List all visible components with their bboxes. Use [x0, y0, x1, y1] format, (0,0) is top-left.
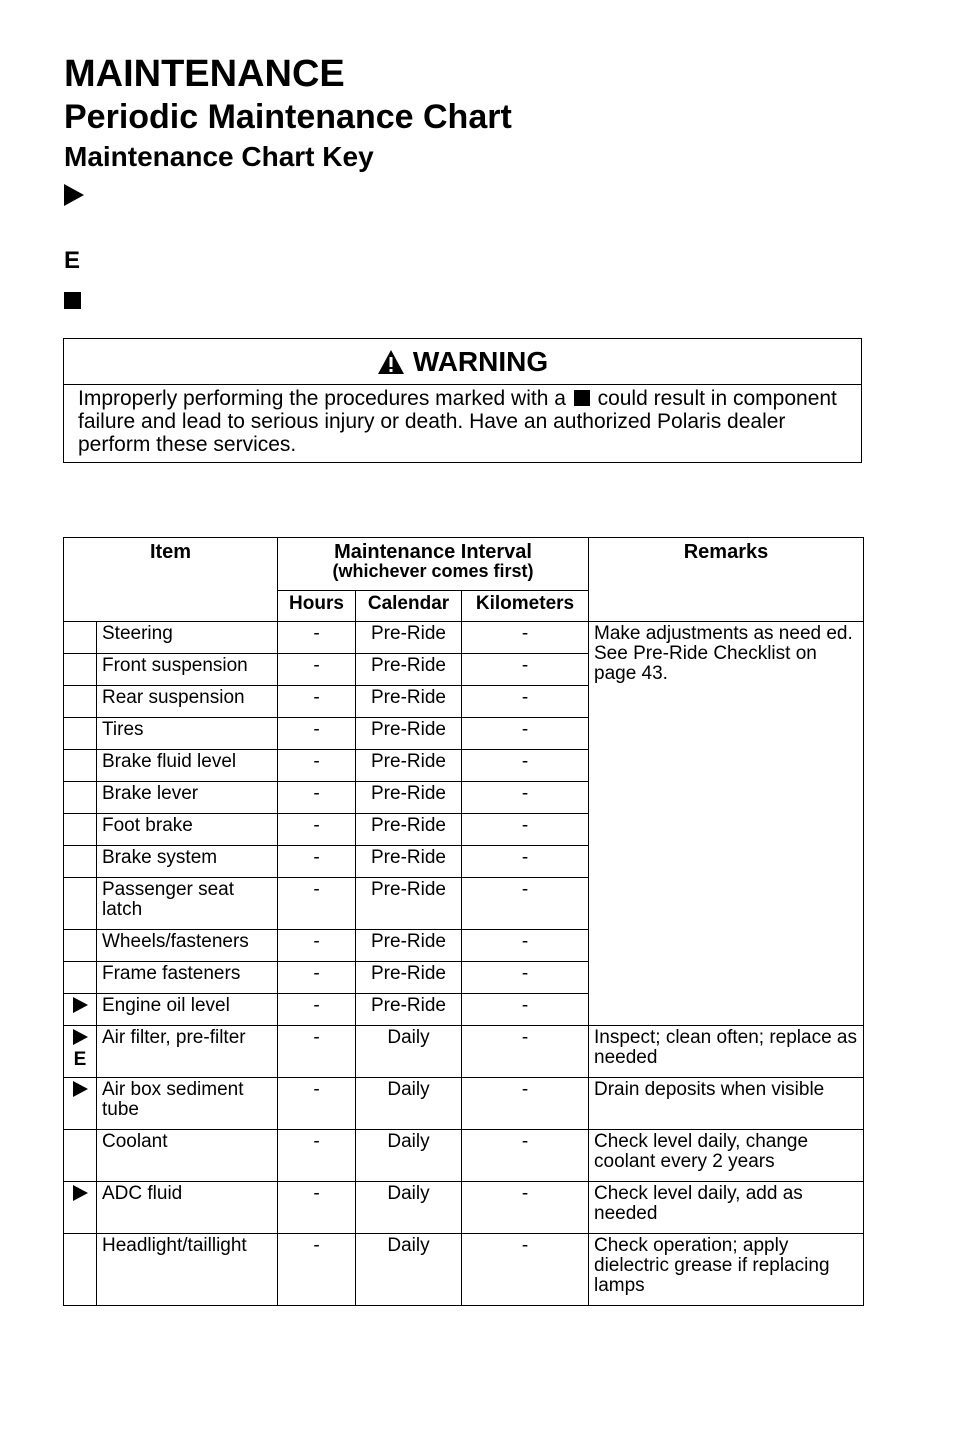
- row-symbol: [64, 718, 97, 750]
- km-value: -: [462, 1182, 589, 1234]
- calendar-value: Pre-Ride: [356, 878, 462, 930]
- km-value: -: [462, 686, 589, 718]
- calendar-value: Daily: [356, 1078, 462, 1130]
- maintenance-table: [63, 537, 864, 1306]
- key-triangle-icon: [64, 184, 84, 206]
- remarks-cell: Check operation; apply dielectric grease if replacing lamps: [589, 1234, 864, 1306]
- row-symbol: [64, 1234, 97, 1306]
- row-symbol: [64, 814, 97, 846]
- table-row: [64, 1182, 864, 1234]
- item-name: Front suspension: [97, 654, 278, 686]
- table-row: [64, 1026, 864, 1078]
- warning-text: [64, 385, 861, 456]
- hours-value: -: [278, 1182, 356, 1234]
- calendar-value: Pre-Ride: [356, 718, 462, 750]
- triangle-icon: [73, 1185, 88, 1201]
- item-name: Headlight/taillight: [97, 1234, 278, 1306]
- row-symbol: [64, 930, 97, 962]
- hours-value: -: [278, 622, 356, 654]
- calendar-value: Pre-Ride: [356, 654, 462, 686]
- km-value: -: [462, 1130, 589, 1182]
- calendar-value: Daily: [356, 1234, 462, 1306]
- km-value: -: [462, 878, 589, 930]
- item-name: Foot brake: [97, 814, 278, 846]
- row-symbol: [64, 1026, 97, 1078]
- item-name: Wheels/fasteners: [97, 930, 278, 962]
- calendar-value: Pre-Ride: [356, 782, 462, 814]
- km-value: -: [462, 782, 589, 814]
- key-e-symbol: E: [64, 247, 81, 274]
- km-value: -: [462, 1078, 589, 1130]
- row-symbol: [64, 846, 97, 878]
- table-row: [64, 1130, 864, 1182]
- remarks-cell: Drain deposits when visible: [589, 1078, 864, 1130]
- header-interval-note: (whichever comes first): [332, 561, 534, 581]
- header-item: Item: [64, 538, 278, 622]
- km-value: -: [462, 814, 589, 846]
- km-value: -: [462, 930, 589, 962]
- item-name: ADC fluid: [97, 1182, 278, 1234]
- hours-value: -: [278, 782, 356, 814]
- calendar-value: Pre-Ride: [356, 846, 462, 878]
- km-value: -: [462, 654, 589, 686]
- hours-value: -: [278, 930, 356, 962]
- hours-value: -: [278, 994, 356, 1026]
- key-square-icon: [64, 292, 81, 309]
- hours-value: -: [278, 1026, 356, 1078]
- item-name: Brake lever: [97, 782, 278, 814]
- hours-value: -: [278, 718, 356, 750]
- row-symbol: [64, 782, 97, 814]
- calendar-value: Pre-Ride: [356, 930, 462, 962]
- row-symbol: [64, 1078, 97, 1130]
- row-symbol: [64, 994, 97, 1026]
- hours-value: -: [278, 814, 356, 846]
- row-symbol: [64, 654, 97, 686]
- row-symbol: [64, 622, 97, 654]
- table-row: [64, 622, 864, 654]
- hours-value: -: [278, 1130, 356, 1182]
- header-remarks: Remarks: [589, 538, 864, 622]
- calendar-value: Pre-Ride: [356, 750, 462, 782]
- warning-text-after: could result in component failure and lead to serious injury or death. Have an authorized Polaris dealer perform these services.: [78, 387, 837, 456]
- item-name: Passenger seat latch: [97, 878, 278, 930]
- remarks-cell: Inspect; clean often; replace as needed: [589, 1026, 864, 1078]
- pre-ride-remarks: Make adjustments as need ed. See Pre-Ride Checklist on page 43.: [589, 622, 864, 1026]
- row-symbol: [64, 1130, 97, 1182]
- km-value: -: [462, 718, 589, 750]
- hours-value: -: [278, 878, 356, 930]
- e-symbol: E: [73, 1049, 87, 1070]
- calendar-value: Pre-Ride: [356, 994, 462, 1026]
- item-name: Air box sediment tube: [97, 1078, 278, 1130]
- calendar-value: Pre-Ride: [356, 686, 462, 718]
- warning-triangle-icon: [377, 349, 405, 375]
- hours-value: -: [278, 654, 356, 686]
- chart-key-heading: Maintenance Chart Key: [64, 141, 374, 172]
- km-value: -: [462, 1026, 589, 1078]
- km-value: -: [462, 750, 589, 782]
- hours-value: -: [278, 750, 356, 782]
- km-value: -: [462, 1234, 589, 1306]
- header-kilometers: Kilometers: [462, 591, 589, 622]
- hours-value: -: [278, 1234, 356, 1306]
- item-name: Coolant: [97, 1130, 278, 1182]
- remarks-cell: Check level daily, add as needed: [589, 1182, 864, 1234]
- square-icon: [574, 390, 590, 406]
- row-symbol: [64, 686, 97, 718]
- item-name: Air filter, pre-filter: [97, 1026, 278, 1078]
- calendar-value: Daily: [356, 1182, 462, 1234]
- km-value: -: [462, 846, 589, 878]
- table-row: [64, 1234, 864, 1306]
- warning-box: [63, 338, 862, 463]
- row-symbol: [64, 1182, 97, 1234]
- triangle-icon: [73, 997, 88, 1013]
- hours-value: -: [278, 846, 356, 878]
- item-name: Steering: [97, 622, 278, 654]
- calendar-value: Pre-Ride: [356, 622, 462, 654]
- row-symbol: [64, 962, 97, 994]
- triangle-icon: [73, 1081, 88, 1097]
- km-value: -: [462, 994, 589, 1026]
- item-name: Tires: [97, 718, 278, 750]
- hours-value: -: [278, 962, 356, 994]
- header-interval-title: Maintenance Interval: [334, 541, 532, 563]
- warning-text-before: Improperly performing the procedures marked with a: [78, 387, 566, 410]
- km-value: -: [462, 962, 589, 994]
- item-name: Rear suspension: [97, 686, 278, 718]
- page-title: Periodic Maintenance Chart: [64, 98, 512, 136]
- header-hours: Hours: [278, 591, 356, 622]
- hours-value: -: [278, 686, 356, 718]
- row-symbol: [64, 750, 97, 782]
- table-row: [64, 1078, 864, 1130]
- header-calendar: Calendar: [356, 591, 462, 622]
- calendar-value: Pre-Ride: [356, 814, 462, 846]
- row-symbol: [64, 878, 97, 930]
- section-heading: MAINTENANCE: [64, 53, 345, 95]
- item-name: Engine oil level: [97, 994, 278, 1026]
- item-name: Brake fluid level: [97, 750, 278, 782]
- header-interval: [278, 538, 589, 591]
- warning-header: [64, 339, 861, 385]
- item-name: Frame fasteners: [97, 962, 278, 994]
- warning-title: WARNING: [412, 345, 549, 377]
- calendar-value: Daily: [356, 1130, 462, 1182]
- triangle-icon: [73, 1029, 88, 1045]
- calendar-value: Pre-Ride: [356, 962, 462, 994]
- remarks-cell: Check level daily, change coolant every 2 years: [589, 1130, 864, 1182]
- item-name: Brake system: [97, 846, 278, 878]
- km-value: -: [462, 622, 589, 654]
- hours-value: -: [278, 1078, 356, 1130]
- calendar-value: Daily: [356, 1026, 462, 1078]
